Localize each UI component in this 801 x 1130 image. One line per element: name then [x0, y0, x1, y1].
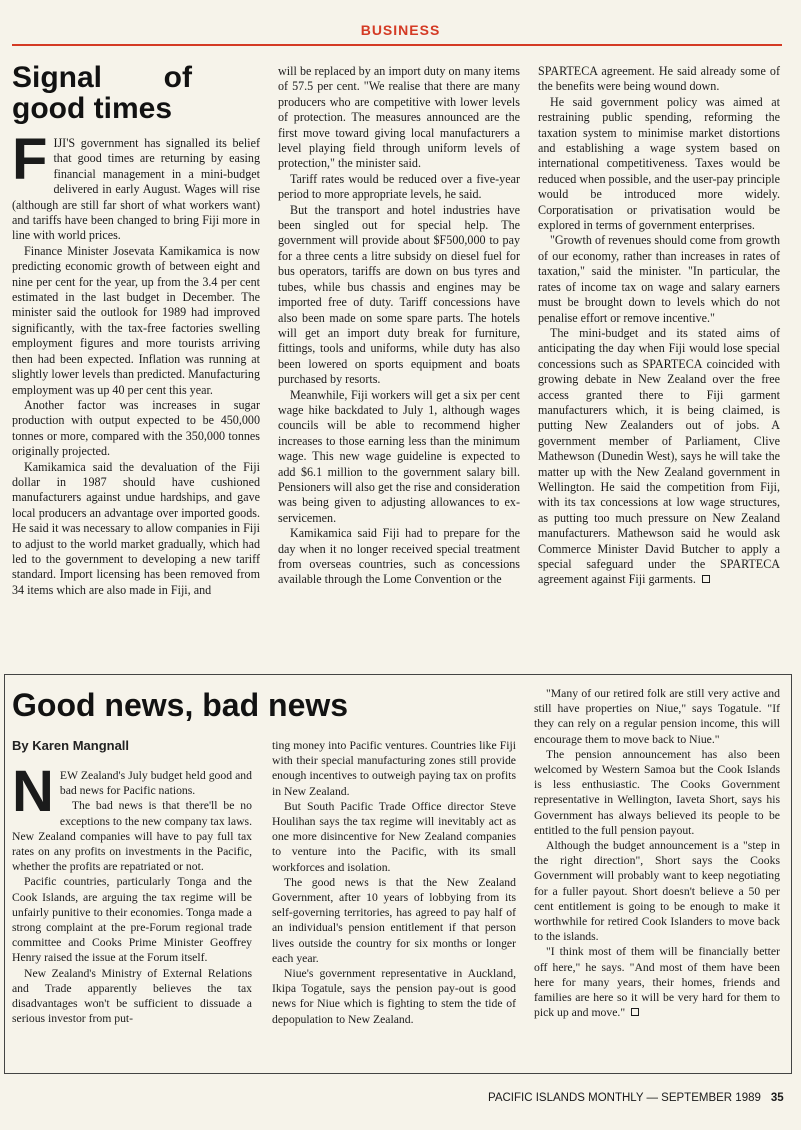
article1-paragraph: "Growth of revenues should come from growth of our economy, rather than increases in rates of taxation," said the minister. "In particular, the rates of income tax on wage and salary earners must be brought down to levels which do not penalise effort or remove incentive.": [538, 233, 780, 325]
article2-paragraph: The pension announcement has also been welcomed by Western Samoa but the Cook Islands is less enthusiastic. The Cooks Government representative in Wellington, Iaveta Short, says his Government has always believed its people to be entitled to the full pension payout.: [534, 747, 780, 837]
article1-paragraph: The mini-budget and its stated aims of anticipating the day when Fiji would lose special concessions such as SPARTECA coincided with growing debate in New Zealand over the free access granted there to Fiji garment manufacturers which, it is being claimed, is putting New Zealanders out of jobs. A government member of Parliament, Clive Mathewson (Dunedin West), says he will take the matter up with the New Zealand government in Wellington. He said the competition from Fiji, with its tax concessions at low wage structures, as putting too much pressure on New Zealand manufacturers. Mathewson said he would ask Commerce Minister David Butcher to apply a special safeguard under the SPARTECA agreement against Fiji garments.: [538, 325, 780, 587]
section-rule: [12, 44, 782, 46]
drop-cap: N: [12, 759, 54, 824]
article1-paragraph: FIJI'S government has signalled its belief that good times are returning by easing financial management in a mini-budget delivered in early August. Wages will rise (although are still far short of what workers want) and tariffs have been changed to bring Fiji more in line with world prices.: [12, 127, 260, 243]
article1-paragraph: Kamikamica said Fiji had to prepare for the day when it no longer received special treatment from overseas countries, such as concessions available through the Lome Convention or the: [278, 526, 520, 587]
section-label: BUSINESS: [360, 22, 441, 38]
article2-column-3: [534, 686, 780, 1020]
article1-headline: Signal of good times: [12, 61, 192, 125]
article2-byline: By Karen Mangnall: [12, 738, 130, 753]
drop-cap: F: [12, 127, 48, 192]
article1-paragraph: Tariff rates would be reduced over a five-year period to more appropriate levels, he said.: [278, 171, 520, 202]
article1-column-1: [12, 62, 260, 598]
article1-paragraph: SPARTECA agreement. He said already some of the benefits were being wound down.: [538, 64, 780, 94]
article2-paragraph: "I think most of them will be financially better off here," he says. "And most of them have been here for many years, their homes, friends and families are here so it will be very hard for them to pick up and move.": [534, 945, 780, 1020]
article1-paragraph: will be replaced by an import duty on many items of 57.5 per cent. "We realise that there are many producers who are competitive with lower levels of protection. The measures announced are the first move toward giving local manufacturers a level playing field through uniform levels of protection," the minister said.: [278, 64, 520, 171]
article1-paragraph: Kamikamica said the devaluation of the Fiji dollar in 1987 should have cushioned manufacturers against undue hardships, and gave local producers an advantage over imported goods. He said it was necessary to allow companies in Fiji to adjust to the world market gradually, which had led to the government to developing a new tariff standard. Import licensing has been removed from 34 items which are also made in Fiji, and: [12, 459, 260, 597]
article1-paragraph: But the transport and hotel industries have been singled out for special help. The government will provide about $F500,000 to pay for a three cents a litre subsidy on diesel fuel for bus operators, tariffs are down on bus tyres and tubes, while bus chassis and engines may be imported free of duty. Tariff concessions have also been made on some spare parts. The hotels will get an import duty break for furniture, fittings, tools and uniforms, while duty has also been lowered on sports equipment and boats purchased by resorts.: [278, 202, 520, 387]
article2-paragraph: New Zealand's Ministry of External Relations and Trade apparently believes the tax disadvantages won't be sufficient to dissuade a serious investor from put-: [12, 966, 252, 1026]
article1-paragraph: Meanwhile, Fiji workers will get a six per cent wage hike backdated to July 1, although wages councils will be able to recommend higher increases to those earning less than the minimum wage. This new wage guideline is expected to add $6.1 million to the government salary bill. Pensioners will also get the rise and consideration was being given to adjusting allowances to ex-servicemen.: [278, 387, 520, 525]
article2-column-2: [272, 738, 516, 1027]
article2-paragraph: The good news is that the New Zealand Government, after 10 years of lobbying from its self-governing territories, has agreed to pay half of an individual's pension entitlement if that person lives outside the country for six months or longer each year.: [272, 875, 516, 965]
article1-column-2: [278, 64, 520, 588]
article2-paragraph: But South Pacific Trade Office director Steve Houlihan says the tax regime will inevitably act as one more disincentive for New Zealand companies to venture into the Pacific, with its small workforces and isolation.: [272, 799, 516, 874]
article1-column-3: [538, 64, 780, 588]
end-of-article-mark: [702, 575, 710, 583]
page-footer: [488, 1092, 784, 1104]
article1-paragraph: He said government policy was aimed at restraining public spending, reforming the taxation system to minimise market distortions and establishing a wage system based on international competitiveness. Taxes would be reduced when possible, and the user-pay principle would be introduced more widely. Corporatisation or privatisation would be explored in terms of government enterprises.: [538, 94, 780, 233]
page-number: 35: [770, 1092, 784, 1104]
article2-paragraph: "Many of our retired folk are still very active and still have properties on Niue," says Togatule. "If they can rely on a regular pension income, this will encourage them to move back to Niue.": [534, 687, 780, 746]
article1-paragraph: Another factor was increases in sugar production with output expected to be 450,000 tonnes or more, compared with the 350,000 tonnes originally projected.: [12, 397, 260, 459]
publication-line: PACIFIC ISLANDS MONTHLY — SEPTEMBER 1989: [488, 1092, 761, 1104]
article2-paragraph: Although the budget announcement is a "step in the right direction", Short says the Cooks Government will probably want to keep negotiating for a fuller payout. Short doesn't believe a 50 per cent entitlement is going to be enough to make it worthwhile for retired Cook Islanders to move back to the islands.: [534, 839, 780, 944]
article1-paragraph: Finance Minister Josevata Kamikamica is now predicting economic growth of between eight and nine per cent for the year, up from the 3.4 per cent estimated in the last budget in December. The minister said the outlook for 1989 had improved significantly, with the tax-free factories swelling employment figures and more tourists arriving then had been expected. Inflation was running at slightly lower levels than predicted. Manufacturing employment was up 40 per cent this year.: [12, 243, 260, 397]
article2-paragraph: The bad news is that there'll be no exceptions to the new company tax laws. New Zealand companies will have to pay full tax rates on any profits on investments in the Pacific, whether the profits are repatriated or not.: [12, 799, 252, 874]
article2-column-1: [12, 759, 252, 1026]
article2-paragraph: ting money into Pacific ventures. Countries like Fiji with their special manufacturing zones still provide enough incentives to outweigh paying tax on profits in New Zealand.: [272, 739, 516, 798]
article2-paragraph: Pacific countries, particularly Tonga and the Cook Islands, are arguing the tax regime will be unfairly punitive to their economies. Tonga made a strong complaint at the pre-Forum regional trade committee and Cooks Prime Minister Geoffrey Henry raised the issue at the Forum itself.: [12, 875, 252, 965]
article2-paragraph: NEW Zealand's July budget held good and bad news for Pacific nations.: [12, 759, 252, 824]
end-of-article-mark: [631, 1008, 639, 1016]
article2-headline: Good news, bad news: [12, 687, 349, 723]
article2-paragraph: Niue's government representative in Auckland, Ikipa Togatule, says the pension pay-out is good news for Niue which is fighting to stem the tide of depopulation to New Zealand.: [272, 967, 516, 1026]
